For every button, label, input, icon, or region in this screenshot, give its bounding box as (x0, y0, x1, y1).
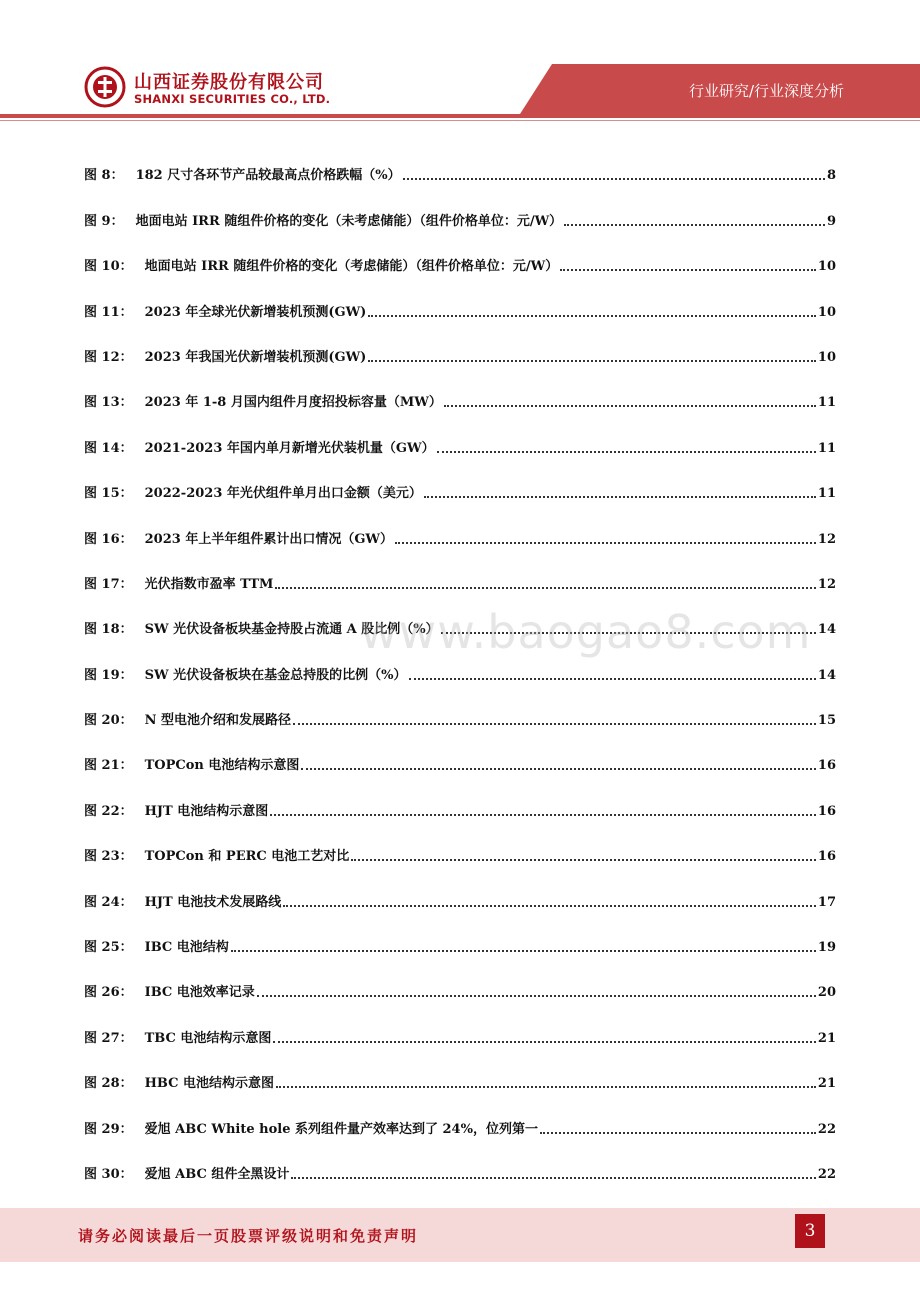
figure-index-list (84, 150, 836, 1194)
toc-leader-dots (231, 949, 816, 952)
toc-entry[interactable] (84, 876, 836, 921)
toc-figure-number: 图 24： (84, 894, 133, 910)
toc-entry[interactable] (84, 422, 836, 467)
toc-page-number: 11 (817, 440, 836, 456)
toc-entry[interactable] (84, 559, 836, 604)
toc-figure-title: 2023 年我国光伏新增装机预测(GW) (144, 349, 367, 365)
toc-entry[interactable] (84, 1012, 836, 1057)
toc-figure-number: 图 19： (84, 667, 133, 683)
toc-entry[interactable] (84, 332, 836, 377)
toc-page-number: 17 (817, 894, 836, 910)
toc-page-number: 14 (817, 622, 836, 638)
toc-figure-number: 图 8： (84, 168, 124, 184)
toc-figure-title: TOPCon 电池结构示意图 (144, 758, 300, 774)
toc-figure-title: TBC 电池结构示意图 (144, 1030, 272, 1046)
toc-leader-dots (444, 404, 816, 407)
toc-leader-dots (437, 450, 816, 453)
toc-figure-title: HJT 电池技术发展路线 (144, 894, 282, 910)
toc-leader-dots (560, 268, 816, 271)
toc-page-number: 11 (817, 486, 836, 502)
page-header (0, 0, 920, 125)
toc-leader-dots (403, 177, 825, 180)
toc-figure-title: N 型电池介绍和发展路径 (144, 713, 292, 729)
toc-entry[interactable] (84, 1103, 836, 1148)
toc-leader-dots (424, 495, 816, 498)
toc-entry[interactable] (84, 468, 836, 513)
toc-figure-title: 2023 年全球光伏新增装机预测(GW) (144, 304, 367, 320)
toc-leader-dots (409, 677, 816, 680)
company-name-cn: 山西证券股份有限公司 (134, 72, 324, 93)
toc-entry[interactable] (84, 1149, 836, 1194)
toc-figure-title: 2023 年上半年组件累计出口情况（GW） (144, 531, 394, 547)
toc-figure-title: 光伏指数市盈率 TTM (144, 576, 274, 592)
toc-entry[interactable] (84, 967, 836, 1012)
toc-entry[interactable] (84, 831, 836, 876)
toc-figure-number: 图 16： (84, 531, 133, 547)
toc-leader-dots (351, 858, 816, 861)
toc-figure-title: 2023 年 1-8 月国内组件月度招投标容量（MW） (144, 395, 442, 411)
toc-entry[interactable] (84, 286, 836, 331)
toc-page-number: 10 (817, 259, 836, 275)
report-type-label: 行业研究/行业深度分析 (688, 82, 844, 100)
toc-figure-title: HJT 电池结构示意图 (144, 803, 269, 819)
toc-page-number: 15 (817, 713, 836, 729)
toc-page-number: 10 (817, 349, 836, 365)
toc-figure-title: SW 光伏设备板块在基金总持股的比例（%） (144, 667, 407, 683)
toc-page-number: 14 (817, 667, 836, 683)
toc-page-number: 21 (817, 1030, 836, 1046)
toc-figure-title: IBC 电池结构 (144, 940, 229, 956)
toc-figure-number: 图 29： (84, 1121, 133, 1137)
toc-figure-number: 图 26： (84, 985, 133, 1001)
toc-leader-dots (301, 767, 816, 770)
toc-figure-title: 182 尺寸各环节产品较最高点价格跌幅（%） (135, 168, 401, 184)
toc-page-number: 16 (817, 849, 836, 865)
toc-figure-number: 图 20： (84, 713, 133, 729)
toc-leader-dots (276, 1085, 816, 1088)
toc-page-number: 22 (817, 1166, 836, 1182)
toc-entry[interactable] (84, 922, 836, 967)
toc-page-number: 22 (817, 1121, 836, 1137)
toc-leader-dots (368, 359, 816, 362)
toc-figure-number: 图 23： (84, 849, 133, 865)
toc-figure-title: IBC 电池效率记录 (144, 985, 255, 1001)
disclaimer-notice: 请务必阅读最后一页股票评级说明和免责声明 (78, 1227, 419, 1245)
toc-figure-title: 爱旭 ABC 组件全黑设计 (144, 1166, 290, 1182)
toc-page-number: 16 (817, 758, 836, 774)
toc-figure-number: 图 15： (84, 486, 133, 502)
toc-entry[interactable] (84, 740, 836, 785)
toc-leader-dots (283, 904, 816, 907)
toc-figure-number: 图 28： (84, 1076, 133, 1092)
toc-entry[interactable] (84, 695, 836, 740)
toc-page-number: 20 (817, 985, 836, 1001)
company-logo-icon (84, 66, 126, 108)
toc-page-number: 16 (817, 803, 836, 819)
toc-entry[interactable] (84, 1058, 836, 1103)
toc-leader-dots (270, 813, 816, 816)
toc-entry[interactable] (84, 195, 836, 240)
toc-figure-number: 图 10： (84, 259, 133, 275)
toc-figure-number: 图 14： (84, 440, 133, 456)
toc-leader-dots (273, 1040, 816, 1043)
toc-page-number: 12 (817, 531, 836, 547)
toc-leader-dots (564, 223, 825, 226)
header-divider (0, 114, 920, 118)
toc-figure-number: 图 11： (84, 304, 133, 320)
toc-figure-title: 2021-2023 年国内单月新增光伏装机量（GW） (144, 440, 435, 456)
toc-entry[interactable] (84, 150, 836, 195)
toc-leader-dots (291, 1176, 816, 1179)
toc-entry[interactable] (84, 241, 836, 286)
watermark: www.baogao8.com (360, 605, 812, 659)
toc-figure-number: 图 22： (84, 803, 133, 819)
toc-leader-dots (293, 722, 816, 725)
header-divider-thin (0, 120, 920, 121)
toc-page-number: 21 (817, 1076, 836, 1092)
toc-entry[interactable] (84, 785, 836, 830)
toc-page-number: 8 (826, 168, 836, 184)
toc-leader-dots (368, 314, 816, 317)
toc-page-number: 12 (817, 576, 836, 592)
toc-figure-number: 图 12： (84, 349, 133, 365)
toc-leader-dots (395, 541, 816, 544)
toc-figure-title: 地面电站 IRR 随组件价格的变化（未考虑储能）（组件价格单位：元/W） (135, 213, 563, 229)
toc-figure-title: TOPCon 和 PERC 电池工艺对比 (144, 849, 350, 865)
toc-figure-number: 图 25： (84, 940, 133, 956)
toc-figure-title: SW 光伏设备板块基金持股占流通 A 股比例（%） (144, 622, 439, 638)
toc-figure-title: 地面电站 IRR 随组件价格的变化（考虑储能）（组件价格单位：元/W） (144, 259, 559, 275)
toc-leader-dots (275, 586, 815, 589)
toc-page-number: 9 (826, 213, 836, 229)
toc-entry[interactable] (84, 377, 836, 422)
toc-figure-number: 图 9： (84, 213, 124, 229)
company-name-en: SHANXI SECURITIES CO., LTD. (134, 92, 331, 106)
toc-leader-dots (540, 1131, 816, 1134)
toc-figure-title: 爱旭 ABC White hole 系列组件量产效率达到了 24%，位列第一 (144, 1121, 538, 1137)
toc-entry[interactable] (84, 513, 836, 558)
toc-figure-number: 图 18： (84, 622, 133, 638)
toc-figure-number: 图 21： (84, 758, 133, 774)
toc-leader-dots (257, 994, 816, 997)
toc-figure-number: 图 27： (84, 1030, 133, 1046)
toc-page-number: 10 (817, 304, 836, 320)
toc-page-number: 11 (817, 395, 836, 411)
toc-figure-title: 2022-2023 年光伏组件单月出口金额（美元） (144, 486, 422, 502)
toc-figure-title: HBC 电池结构示意图 (144, 1076, 275, 1092)
toc-figure-number: 图 13： (84, 395, 133, 411)
page-number: 3 (795, 1214, 825, 1248)
toc-figure-number: 图 30： (84, 1166, 133, 1182)
toc-figure-number: 图 17： (84, 576, 133, 592)
toc-page-number: 19 (817, 940, 836, 956)
